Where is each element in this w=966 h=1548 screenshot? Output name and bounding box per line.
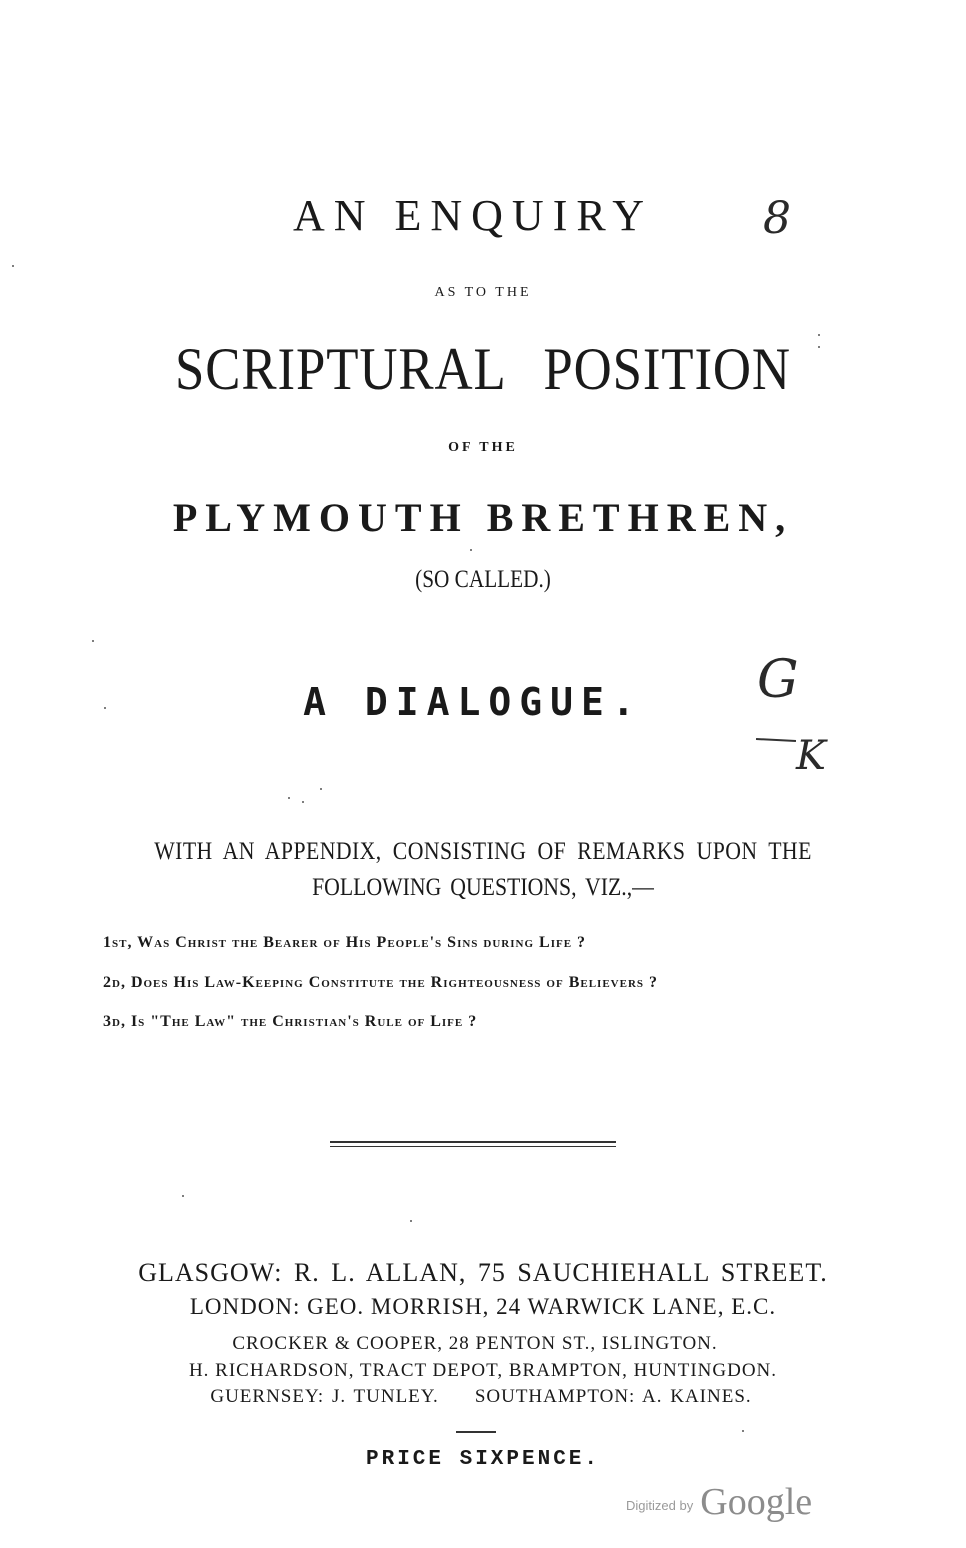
digitized-by-label: Digitized by — [626, 1498, 694, 1513]
digitized-by-google — [626, 1480, 812, 1524]
price-rule — [456, 1431, 496, 1433]
divider-rule-thin — [330, 1146, 616, 1147]
imprint-crocker: CROCKER & COOPER, 28 PENTON ST., ISLINGTON. — [232, 1333, 718, 1354]
price: PRICE SIXPENCE. — [365, 1448, 601, 1471]
google-logo: Google — [700, 1481, 813, 1523]
subtitle-so-called: (SO CALLED.) — [415, 566, 551, 593]
divider-rule — [330, 1141, 616, 1143]
question-3: 3d, Is "The Law" the Christian's Rule of Life ? — [103, 1013, 478, 1030]
handwritten-mark-g: G — [757, 650, 799, 710]
subtitle-as-to-the: AS TO THE — [434, 285, 532, 300]
appendix-line-1: WITH AN APPENDIX, CONSISTING OF REMARKS UPON THE — [154, 838, 812, 865]
imprint-london: LONDON: GEO. MORRISH, 24 WARWICK LANE, E.C. — [189, 1294, 777, 1319]
title-enquiry: AN ENQUIRY — [292, 191, 654, 240]
title-plymouth-brethren: PLYMOUTH BRETHREN, — [172, 495, 794, 540]
imprint-southampton: SOUTHAMPTON: A. KAINES. — [474, 1386, 752, 1407]
imprint-richardson: H. RICHARDSON, TRACT DEPOT, BRAMPTON, HUNTINGDON. — [188, 1360, 778, 1381]
handwritten-dash — [756, 738, 796, 742]
question-1: 1st, Was Christ the Bearer of His People's Sins during Life ? — [103, 934, 587, 951]
imprint-glasgow: GLASGOW: R. L. ALLAN, 75 SAUCHIEHALL STREET. — [138, 1258, 828, 1287]
handwritten-mark-8: 8 — [763, 193, 791, 244]
question-2: 2d, Does His Law-Keeping Constitute the Righteousness of Believers ? — [103, 974, 659, 991]
handwritten-mark-k: K — [796, 733, 826, 779]
subtitle-of-the: OF THE — [448, 440, 518, 455]
imprint-guernsey-row — [0, 1386, 964, 1408]
title-scriptural-position: SCRIPTURAL POSITION — [175, 336, 791, 402]
title-a-dialogue: A DIALOGUE. — [303, 680, 643, 724]
appendix-line-2: FOLLOWING QUESTIONS, VIZ.,— — [312, 874, 654, 901]
imprint-guernsey: GUERNSEY: J. TUNLEY. — [210, 1386, 439, 1407]
